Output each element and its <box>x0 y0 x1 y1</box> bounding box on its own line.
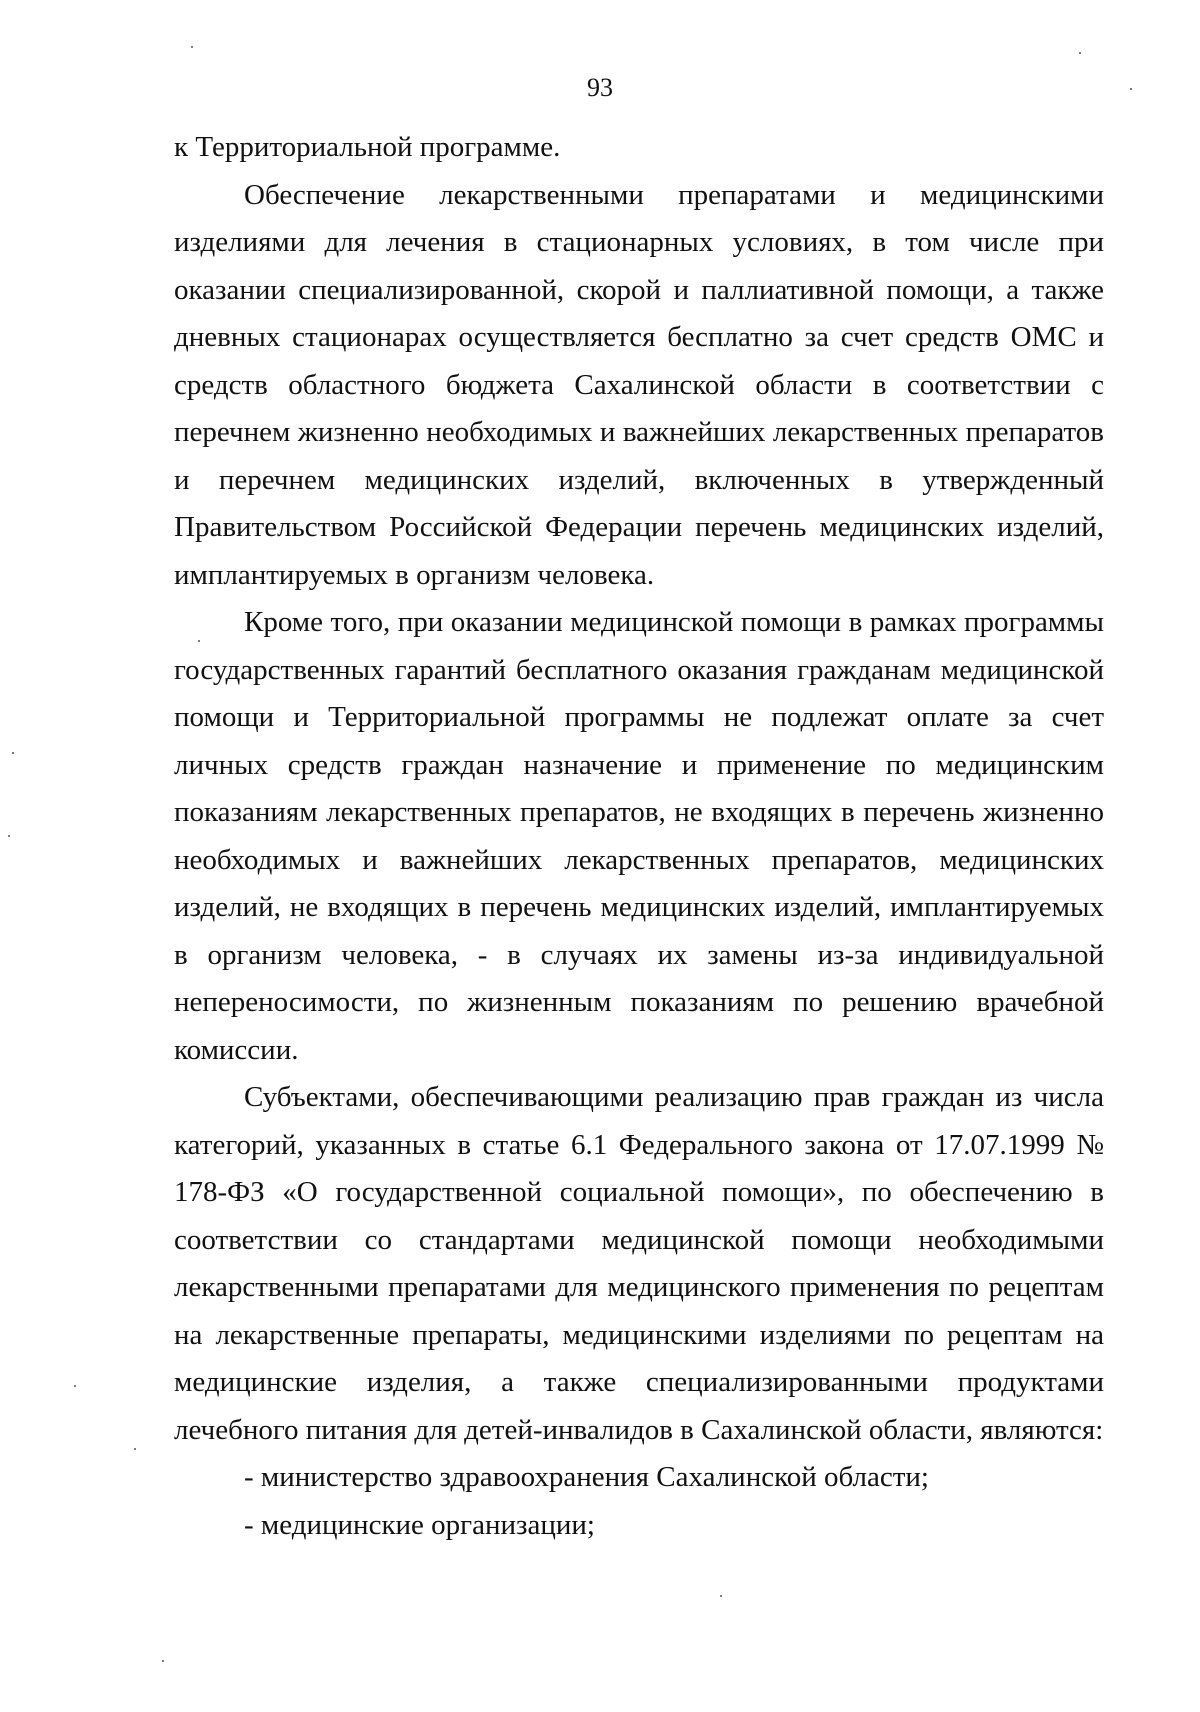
page-number: 93 <box>587 73 613 102</box>
scan-speck <box>134 1448 136 1450</box>
scan-speck <box>8 835 10 837</box>
paragraph-intro: к Территориальной программе. <box>174 131 561 163</box>
scan-speck <box>191 46 193 48</box>
paragraph-medicines-inpatient: Обеспечение лекарственными препаратами и медицинскими изделиями для лечения в стационарных условиях, в том числе при оказании специализированной, скорой и паллиативной помощи, а также дневных стационарах осуществляется бесплатно за счет средств ОМС и средств областного бюджета Сахалинской области в соответствии с перечнем жизненно необходимых и важнейших лекарственных препаратов и перечнем медицинских изделий, включенных в утвержденный Правительством Российской Федерации перечень медицинских изделий, имплантируемых в организм человека. <box>174 178 1104 591</box>
scan-speck <box>1130 88 1132 90</box>
scan-speck <box>162 1660 164 1662</box>
paragraph-subjects: Субъектами, обеспечивающими реализацию прав граждан из числа категорий, указанных в статье 6.1 Федерального закона от 17.07.1999 № 178-ФЗ «О государственной социальной помощи», по обеспечению в соответствии со стандартами медицинской помощи необходимыми лекарственными препаратами для медицинского применения по рецептам на лекарственные препараты, медицинскими изделиями по рецептам на медицинские изделия, а также специализированными продуктами лечебного питания для детей-инвалидов в Сахалинской области, являются: <box>174 1081 1104 1446</box>
scan-speck <box>720 1595 722 1597</box>
scan-speck <box>74 1385 76 1387</box>
document-body <box>174 124 1104 1549</box>
scan-speck <box>12 752 14 754</box>
scan-speck <box>198 640 200 642</box>
list-item-ministry: - министерство здравоохранения Сахалинской области; <box>244 1461 929 1493</box>
list-item-medical-organizations: - медицинские организации; <box>244 1508 595 1541</box>
paragraph-free-assistance: Кроме того, при оказании медицинской помощи в рамках программы государственных гарантий бесплатного оказания гражданам медицинской помощи и Территориальной программы не подлежат оплате за счет личных средств граждан назначение и применение по медицинским показаниям лекарственных препаратов, не входящих в перечень жизненно необходимых и важнейших лекарственных препаратов, медицинских изделий, не входящих в перечень медицинских изделий, имплантируемых в организм человека, - в случаях их замены из-за индивидуальной непереносимости, по жизненным показаниям по решению врачебной комиссии. <box>174 606 1104 1066</box>
scan-speck <box>1079 52 1081 54</box>
